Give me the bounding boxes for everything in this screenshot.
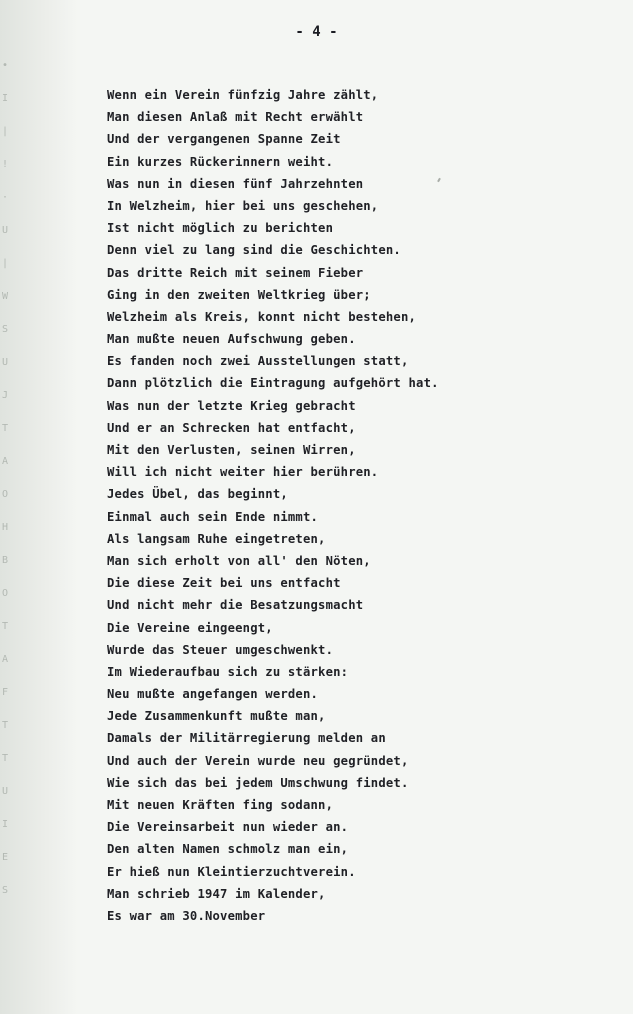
poem-line: Damals der Militärregierung melden an bbox=[107, 731, 386, 746]
poem-line: Er hieß nun Kleintierzuchtverein. bbox=[107, 864, 356, 879]
poem-line: Und er an Schrecken hat entfacht, bbox=[107, 420, 356, 435]
bleed-mark: I bbox=[2, 93, 9, 104]
poem-line: Ging in den zweiten Weltkrieg über; bbox=[107, 287, 371, 302]
bleed-mark: S bbox=[2, 885, 9, 896]
bleed-mark: ! bbox=[2, 159, 9, 170]
poem-line: Neu mußte angefangen werden. bbox=[107, 687, 319, 702]
poem-line: Es fanden noch zwei Ausstellungen statt, bbox=[107, 354, 409, 369]
poem-line: Es war am 30.November bbox=[107, 908, 266, 923]
poem-line: Die diese Zeit bei uns entfacht bbox=[107, 576, 341, 591]
bleed-mark: W bbox=[2, 291, 9, 302]
bleed-mark: B bbox=[2, 555, 9, 566]
poem-line: Dann plötzlich die Eintragung aufgehört hat. bbox=[107, 376, 439, 391]
poem-line: Mit den Verlusten, seinen Wirren, bbox=[107, 443, 356, 457]
poem-line: Die Vereinsarbeit nun wieder an. bbox=[107, 820, 349, 835]
bleed-mark: U bbox=[2, 357, 9, 368]
poem-line: Jedes Übel, das beginnt, bbox=[107, 487, 288, 502]
poem-line: Und auch der Verein wurde neu gegründet, bbox=[107, 753, 409, 768]
bleed-mark: U bbox=[2, 225, 9, 236]
bleed-mark: | bbox=[2, 258, 9, 269]
poem-line: Denn viel zu lang sind die Geschichten. bbox=[107, 243, 401, 258]
bleed-mark: E bbox=[2, 852, 9, 863]
poem-line: Einmal auch sein Ende nimmt. bbox=[107, 509, 319, 524]
bleed-mark: S bbox=[2, 324, 9, 335]
page-number: - 4 - bbox=[295, 24, 338, 40]
poem-line: Jede Zusammenkunft mußte man, bbox=[107, 709, 326, 724]
bleed-mark: A bbox=[2, 456, 9, 467]
poem-line: Als langsam Ruhe eingetreten, bbox=[107, 531, 326, 546]
bleed-mark: T bbox=[2, 423, 9, 434]
bleed-mark: ∙ bbox=[2, 60, 9, 71]
poem-line: Den alten Namen schmolz man ein, bbox=[107, 842, 349, 857]
poem-line: In Welzheim, hier bei uns geschehen, bbox=[107, 198, 379, 213]
poem-line: Und nicht mehr die Besatzungsmacht bbox=[107, 598, 364, 613]
bleed-mark: O bbox=[2, 489, 9, 500]
poem-line: Die Vereine eingeengt, bbox=[107, 620, 273, 635]
poem-line: Man diesen Anlaß mit Recht erwählt bbox=[107, 110, 364, 125]
poem-line: Wie sich das bei jedem Umschwung findet. bbox=[107, 775, 409, 790]
poem-line: Im Wiederaufbau sich zu stärken: bbox=[107, 664, 349, 679]
poem-text bbox=[107, 84, 439, 927]
bleed-through-marks bbox=[0, 60, 22, 960]
bleed-mark: T bbox=[2, 720, 9, 731]
poem-line: Das dritte Reich mit seinem Fieber bbox=[107, 265, 364, 280]
poem-line: Was nun der letzte Krieg gebracht bbox=[107, 398, 356, 413]
poem-line: Man mußte neuen Aufschwung geben. bbox=[107, 332, 356, 347]
poem-line: Will ich nicht weiter hier berühren. bbox=[107, 465, 379, 480]
poem-line: Ein kurzes Rückerinnern weiht. bbox=[107, 154, 334, 169]
poem-line: Was nun in diesen fünf Jahrzehnten bbox=[107, 176, 364, 191]
bleed-mark: T bbox=[2, 753, 9, 764]
bleed-mark: U bbox=[2, 786, 9, 797]
bleed-mark: F bbox=[2, 687, 9, 698]
poem-line: Wenn ein Verein fünfzig Jahre zählt, bbox=[107, 88, 379, 102]
bleed-mark: A bbox=[2, 654, 9, 665]
bleed-mark: O bbox=[2, 588, 9, 599]
poem-line: Welzheim als Kreis, konnt nicht bestehen, bbox=[107, 309, 417, 324]
bleed-mark: · bbox=[2, 192, 9, 203]
bleed-mark: | bbox=[2, 126, 9, 137]
poem-line: Wurde das Steuer umgeschwenkt. bbox=[107, 642, 334, 657]
poem-line: Man sich erholt von all' den Nöten, bbox=[107, 553, 371, 568]
poem-line: Mit neuen Kräften fing sodann, bbox=[107, 798, 334, 812]
poem-line: Und der vergangenen Spanne Zeit bbox=[107, 132, 341, 147]
bleed-mark: I bbox=[2, 819, 9, 830]
poem-line: Ist nicht möglich zu berichten bbox=[107, 221, 334, 236]
bleed-mark: H bbox=[2, 522, 9, 533]
bleed-mark: J bbox=[2, 390, 9, 401]
poem-line: Man schrieb 1947 im Kalender, bbox=[107, 886, 326, 901]
bleed-mark: T bbox=[2, 621, 9, 632]
